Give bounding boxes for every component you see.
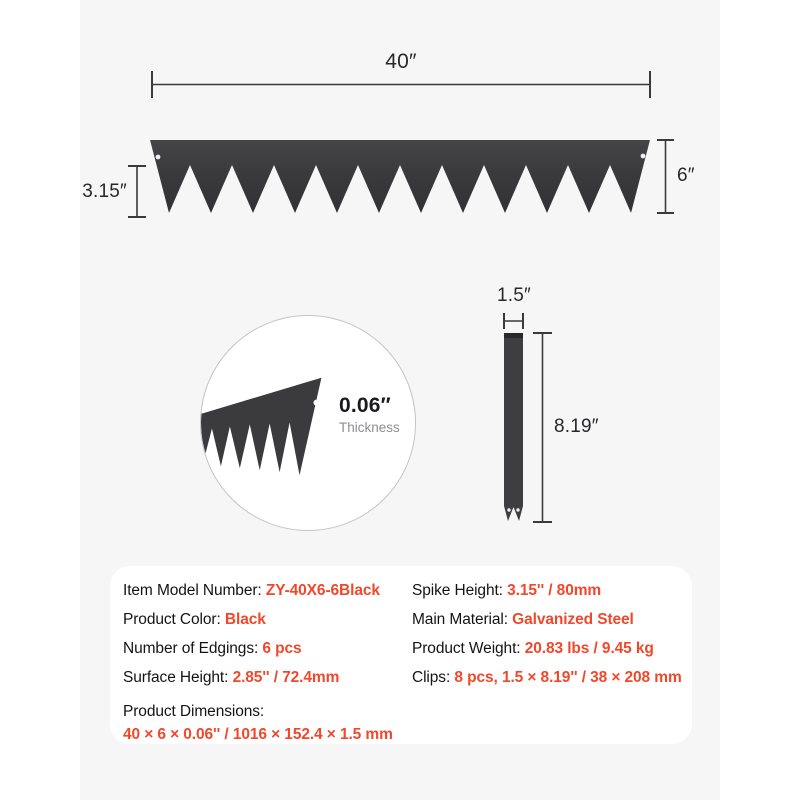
detail-mounting-hole	[313, 400, 319, 406]
thickness-value: 0.06″	[339, 394, 391, 417]
left-mounting-hole	[156, 155, 161, 160]
right-mounting-hole	[641, 154, 646, 159]
spec-spike-height	[412, 576, 682, 605]
clip-hole-right	[516, 508, 519, 511]
spec-value: ZY-40X6-6Black	[265, 582, 380, 599]
spec-surface-height	[123, 663, 412, 692]
spike-height-dimension-label: 3.15″	[82, 181, 127, 202]
clip-hole-left	[507, 508, 510, 511]
spec-product-dimensions	[110, 692, 692, 746]
spec-label: Clips:	[412, 669, 451, 686]
spec-label: Surface Height:	[123, 669, 229, 686]
thickness-caption: Thickness	[339, 420, 400, 436]
spec-value: 40 × 6 × 0.06'' / 1016 × 152.4 × 1.5 mm	[123, 726, 393, 743]
spec-value: 3.15'' / 80mm	[507, 582, 602, 599]
width-dimension-label: 40″	[385, 50, 417, 73]
spec-clips	[412, 663, 682, 692]
spec-value: 20.83 lbs / 9.45 kg	[524, 640, 654, 657]
spec-value: Galvanized Steel	[512, 611, 634, 628]
total-height-dimension-label: 6″	[677, 165, 695, 186]
clip-side-view	[504, 333, 523, 522]
spec-number-of-edgings	[123, 634, 412, 663]
spec-label: Item Model Number:	[123, 582, 262, 599]
spec-label: Product Dimensions:	[123, 703, 265, 720]
spec-product-weight	[412, 634, 682, 663]
spec-item-model-number	[123, 576, 412, 605]
clip-width-dimension-label: 1.5″	[497, 285, 531, 306]
spec-label: Number of Edgings:	[123, 640, 259, 657]
specs-panel	[110, 566, 692, 744]
clip-height-dimension-label: 8.19″	[554, 416, 599, 437]
edging-front-view	[150, 140, 650, 213]
spec-label: Main Material:	[412, 611, 508, 628]
spec-label: Spike Height:	[412, 582, 503, 599]
spec-product-color	[123, 605, 412, 634]
spec-value: Black	[224, 611, 266, 628]
specs-grid	[110, 566, 692, 692]
spec-main-material	[412, 605, 682, 634]
thickness-annotation	[339, 394, 400, 436]
spec-value: 2.85'' / 72.4mm	[232, 669, 340, 686]
spec-label: Product Weight:	[412, 640, 521, 657]
spec-label: Product Color:	[123, 611, 221, 628]
spec-value: 8 pcs, 1.5 × 8.19'' / 38 × 208 mm	[454, 669, 682, 686]
spec-value: 6 pcs	[262, 640, 302, 657]
